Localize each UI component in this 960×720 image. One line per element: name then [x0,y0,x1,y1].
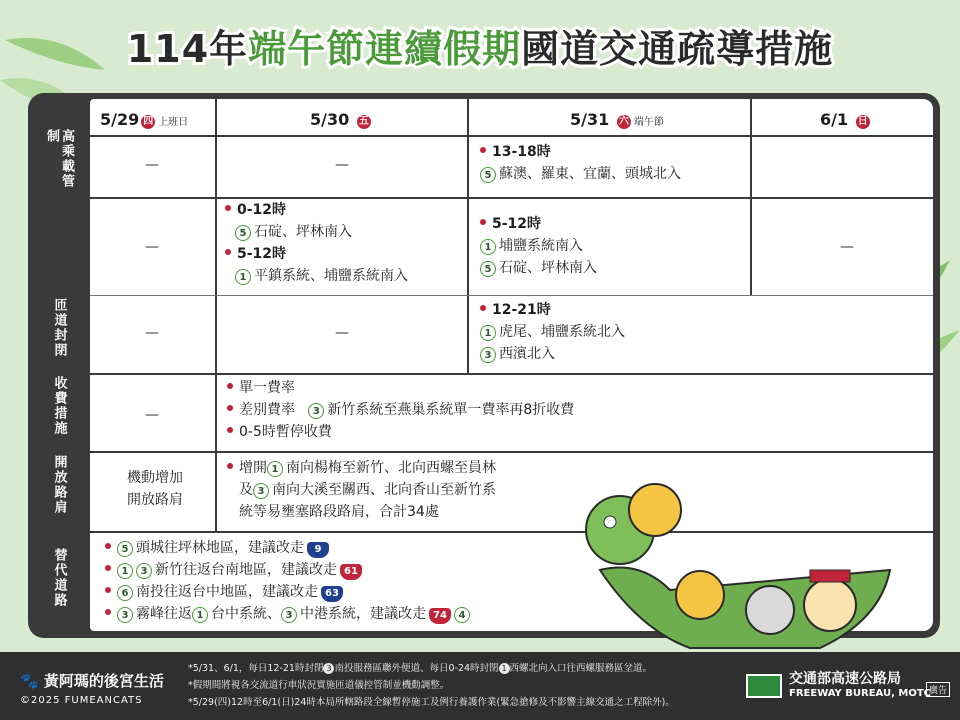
route-flower-icon: 1 [192,607,208,623]
weekday-badge: 四 [143,116,154,127]
route-flower-icon: 1 [235,269,251,285]
route-flower-icon: 5 [480,261,496,277]
cell-dash: — [145,239,159,255]
footer [0,652,960,720]
ramp-530-cell: 0-12時 5 石碇、坪林南入 5-12時 1 平鎮系統、埔鹽系統南入 [225,199,408,287]
route-flower-icon: 3 [136,563,152,579]
header-6-1: 6/1 日 [820,110,868,129]
cell-dash: — [335,325,349,341]
ramp-531-cell-2: 12-21時 1 虎尾、埔鹽系統北入 3 西濱北入 [480,299,625,365]
ramp-531-cell: 5-12時 1 埔鹽系統南入 5 石碇、坪林南入 [480,213,597,279]
route-flower-icon: 3 [253,483,269,499]
route-flower-icon: 5 [117,541,133,557]
dragon-boat-cats-illustration [580,420,910,652]
copyright-text: ©2025 FUMEANCATS [20,695,143,706]
route-flower-icon: 6 [117,585,133,601]
agency-name: 交通部高速公路局 [789,671,901,687]
row-label-hov: 高乘載管制 [44,129,74,189]
cell-dash: — [335,157,349,173]
route-flower-icon: 5 [480,167,496,183]
header-5-31: 5/31 六 端午節 [570,110,664,129]
alt-route-cell: 5 頭城往坪林地區，建議改走 9 1 3 新竹往返台南地區，建議改走 61 6 南投往返台中地區，建議改走 63 3 霧峰往返 1 台中系統、 3 中港系統，建議改走 74 4 [105,537,473,625]
weekday-badge: 五 [358,116,369,127]
highway-shield-icon: 74 [429,608,451,624]
route-flower-icon: 4 [454,607,470,623]
freeway-bureau-logo-icon [746,674,782,698]
row-label-toll: 收費措施 [51,376,67,436]
toll-cell: 單一費率 差別費率 3 新竹系統至燕巢系統單一費率再8折收費 0-5時暫停收費 [227,377,574,443]
cell-dash: — [145,407,159,423]
cell-dash: — [840,239,854,255]
weekday-badge: 日 [857,116,868,127]
hov-cell: 13-18時 5 蘇澳、羅東、宜蘭、頭城北入 [480,141,681,185]
route-flower-icon: 3 [308,403,324,419]
route-flower-icon: 1 [117,563,133,579]
route-flower-icon: 1 [267,461,283,477]
header-5-30: 5/30 五 [310,110,369,129]
agency-name-en: FREEWAY BUREAU, MOTC [789,688,931,699]
route-flower-icon: 1 [480,239,496,255]
highway-shield-icon: 63 [321,586,343,602]
route-flower-icon: 3 [281,607,297,623]
brand-logo: 🐾 黃阿瑪的後宮生活 [20,672,164,690]
row-label-ramp: 匝道封閉 [51,298,67,358]
route-flower-icon: 3 [117,607,133,623]
row-label-alt: 替代道路 [51,548,67,608]
header-5-29: 5/29 四 上班日 [100,110,189,129]
route-flower-icon: 5 [235,225,251,241]
page-title: 114年端午節連續假期國道交通疏導措施 [126,27,834,71]
highway-shield-icon: 9 [307,542,329,558]
ad-tag: 廣告 [926,682,950,697]
route-flower-icon: 3 [480,347,496,363]
footnotes: *5/31、6/1，每日12-21時封閉 3 南投服務區聯外便道、每日0-24時封閉 1 西螺北向入口往西螺服務區坌道。 *假期間將視各交流道行車狀況實施匝道儀控管制並機動調整。 *5/29(四)12時至6/1(日)24時本局所轄路段全線暫停施工及例行養護作業(緊急搶修及不影響主線交通之工程除外)。 [188,663,675,708]
weekday-badge: 六 [618,116,629,127]
shoulder-529-cell: 機動增加 開放路肩 [127,470,183,508]
route-flower-icon: 1 [480,325,496,341]
cell-dash: — [145,157,159,173]
highway-shield-icon: 61 [340,564,362,580]
shoulder-cell: 增開 1 南向楊梅至新竹、北向西螺至員林 及 3 南向大溪至關西、北向香山至新竹系 統等易壅塞路段路肩，合計34處 [227,457,496,523]
row-label-shoulder: 開放路肩 [51,455,67,515]
cell-dash: — [145,325,159,341]
